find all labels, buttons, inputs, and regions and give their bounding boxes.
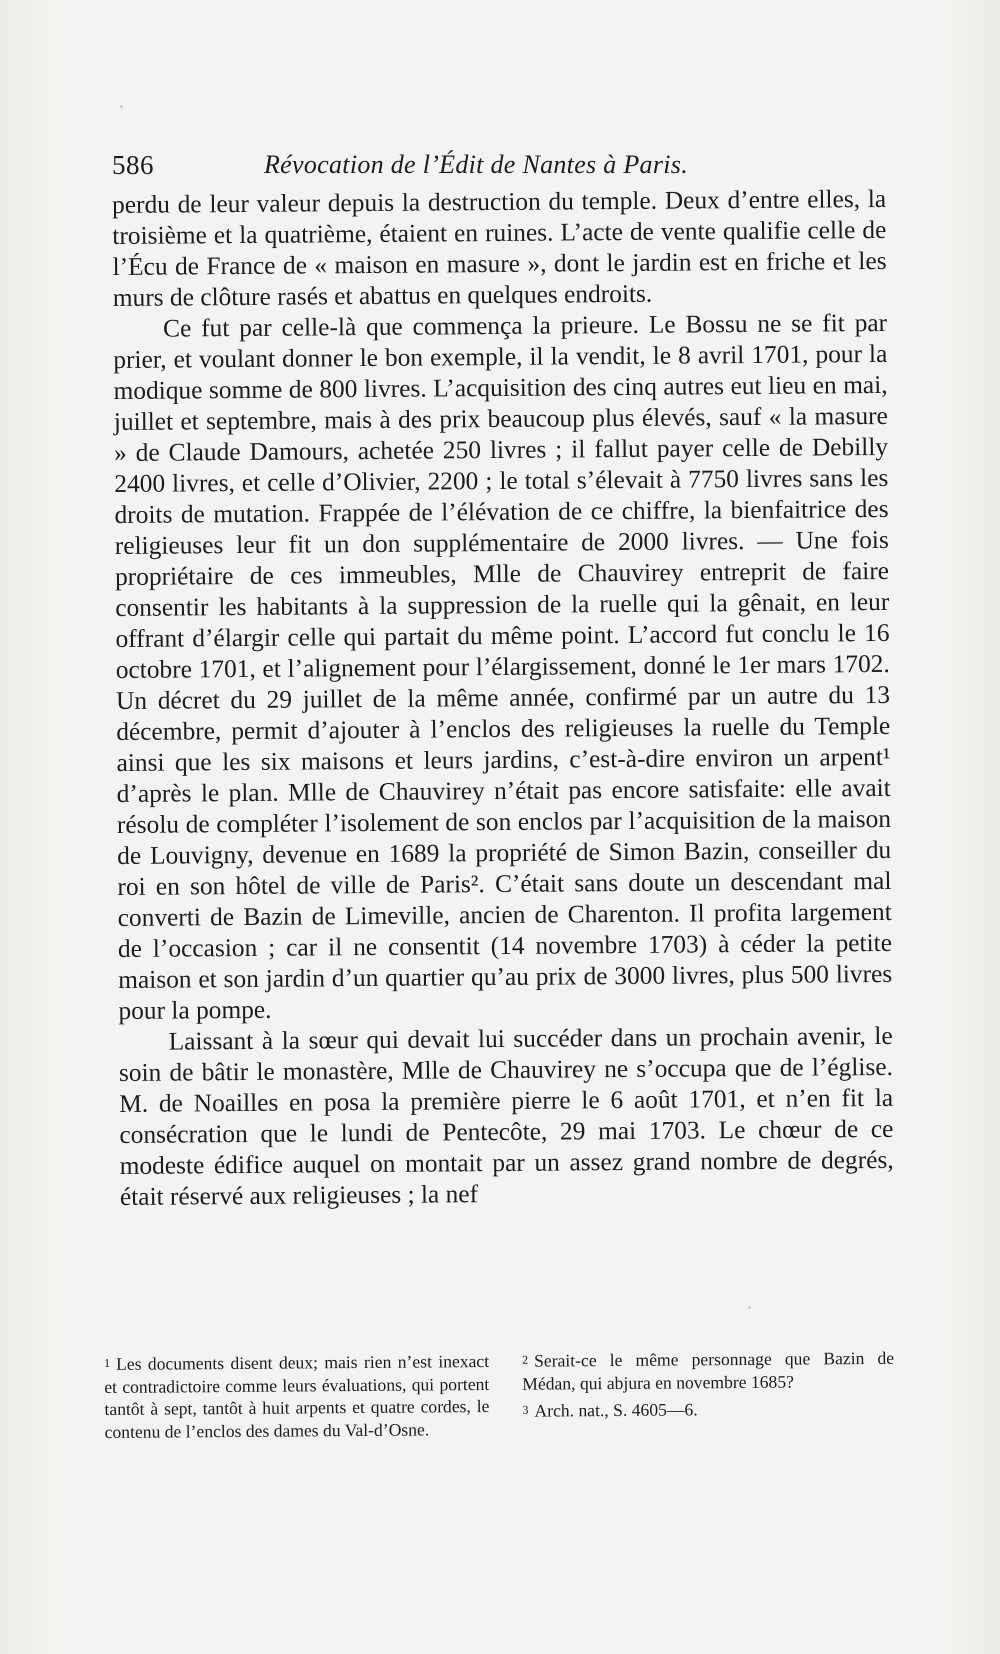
footnote-mark: 1 bbox=[104, 1355, 111, 1370]
paper-speck bbox=[120, 105, 123, 108]
footnote bbox=[104, 1349, 490, 1443]
footnotes-right-column bbox=[522, 1346, 895, 1426]
footnote-text: Les documents disent deux; mais rien n’est inexact et contradictoire comme leurs évaluations, qui portent tantôt à sept, tantôt à huit arpents et quatre cordes, le contenu de l’enclos des dames du Val-d’Osne. bbox=[104, 1350, 490, 1442]
running-title: Révocation de l’Édit de Nantes à Paris. bbox=[264, 150, 689, 179]
body-paragraph: perdu de leur valeur depuis la destruction du temple. Deux d’entre elles, la troisième et la quatrième, étaient en ruines. L’acte de vente qualifie celle de l’Écu de France de « maison en masure », dont le jardin est en friche et les murs de clôture rasés et abattus en quelques endroits. bbox=[112, 184, 887, 312]
footnotes bbox=[104, 1346, 895, 1442]
body-paragraph: Ce fut par celle-là que commença la prieure. Le Bossu ne se fit par prier, et voulant donner le bon exemple, il la vendit, le 8 avril 1701, pour la modique somme de 800 livres. L’acquisition des cinq autres eut lieu en mai, juillet et septembre, mais à des prix beaucoup plus élevés, sauf « la masure » de Claude Damours, achetée 250 livres ; il fallut payer celle de Debilly 2400 livres, et celle d’Olivier, 2200 ; le total s’élevait à 7750 livres sans les droits de mutation. Frappée de l’élévation de ce chiffre, la bienfaitrice des religieuses leur fit un don supplémentaire de 2000 livres. — Une fois propriétaire de ces immeubles, Mlle de Chauvirey entreprit de faire consentir les habitants à la suppression de la ruelle qui la gênait, en leur offrant d’élargir celle qui partait du même point. L’accord fut conclu le 16 octobre 1701, et l’alignement pour l’élargissement, donné le 1er mars 1702. Un décret du 29 juillet de la même année, confirmé par un autre du 13 décembre, permit d’ajouter à l’enclos des religieuses la ruelle du Temple ainsi que les six maisons et leurs jardins, c’est-à-dire environ un arpent¹ d’après le plan. Mlle de Chauvirey n’était pas encore satisfaite: elle avait résolu de compléter l’isolement de son enclos par l’acquisition de la maison de Louvigny, devenue en 1689 la propriété de Simon Bazin, conseiller du roi en son hôtel de ville de Paris². C’était sans doute un descendant mal converti de Bazin de Limeville, ancien de Charenton. Il profita largement de l’occasion ; car il ne consentit (14 novembre 1703) à céder la petite maison et son jardin d’un quartier qu’au prix de 3000 livres, plus 500 livres pour la pompe. bbox=[113, 308, 893, 1025]
footnote-text: Serait-ce le même personnage que Bazin de Médan, qui abjura en novembre 1685? bbox=[522, 1347, 895, 1394]
footnote bbox=[522, 1346, 894, 1395]
paper-speck bbox=[748, 1306, 751, 1309]
page-header bbox=[112, 150, 724, 190]
footnotes-left-column bbox=[104, 1349, 490, 1447]
footnote-text: Arch. nat., S. 4605—6. bbox=[534, 1399, 698, 1421]
body-paragraph: Laissant à la sœur qui devait lui succéder dans un prochain avenir, le soin de bâtir le monastère, Mlle de Chauvirey ne s’occupa que de l’église. M. de Noailles en posa la première pierre le 6 août 1701, et n’en fit la consécration que le lundi de Pentecôte, 29 mai 1703. Le chœur de ce modeste édifice auquel on montait par un assez grand nombre de degrés, était réservé aux religieuses ; la nef bbox=[118, 1021, 894, 1211]
footnote-mark: 3 bbox=[522, 1402, 529, 1417]
footnote-mark: 2 bbox=[522, 1352, 529, 1367]
body-text bbox=[112, 184, 894, 1213]
footnote bbox=[522, 1396, 894, 1422]
page-number: 586 bbox=[112, 150, 154, 180]
